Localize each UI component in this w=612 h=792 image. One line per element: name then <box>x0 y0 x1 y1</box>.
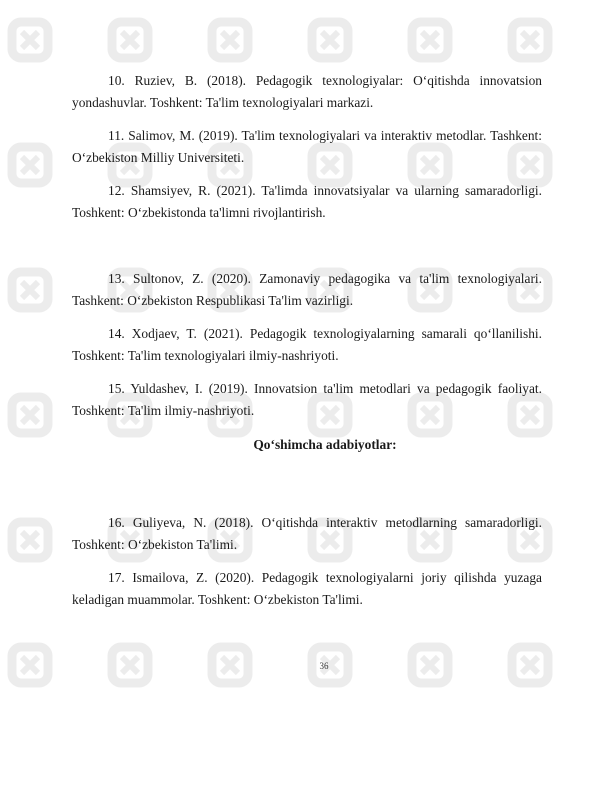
watermark-x-mark <box>122 32 138 48</box>
watermark-tile <box>12 522 48 558</box>
watermark-x-mark <box>22 407 38 423</box>
watermark-x-mark <box>22 532 38 548</box>
watermark-x-mark <box>22 157 38 173</box>
watermark-x-mark <box>22 32 38 48</box>
watermark-tile <box>312 22 348 58</box>
reference-list <box>72 70 542 611</box>
watermark-tile <box>212 22 248 58</box>
additional-literature-heading: Qo‘shimcha adabiyotlar: <box>253 437 397 452</box>
watermark-x-mark <box>522 32 538 48</box>
reference-item-11: 11. Salimov, M. (2019). Ta'lim texnologiyalari va interaktiv metodlar. Tashkent: O‘zbekiston Milliy Universiteti. <box>72 128 542 165</box>
watermark-tile <box>12 397 48 433</box>
reference-item-17: 17. Ismailova, Z. (2020). Pedagogik texnologiyalarni joriy qilishda yuzaga keladigan muammolar. Toshkent: O‘zbekiston Ta'limi. <box>72 570 542 607</box>
watermark-x-mark <box>222 32 238 48</box>
watermark-tile <box>412 22 448 58</box>
watermark-tile <box>12 147 48 183</box>
reference-item-10: 10. Ruziev, B. (2018). Pedagogik texnologiyalar: O‘qitishda innovatsion yondashuvlar. Toshkent: Ta'lim texnologiyalari markazi. <box>72 73 542 110</box>
reference-item-16: 16. Guliyeva, N. (2018). O‘qitishda interaktiv metodlarning samaradorligi. Toshkent: O‘zbekiston Ta'limi. <box>72 515 542 552</box>
watermark-tile <box>112 22 148 58</box>
watermark-tile <box>512 22 548 58</box>
watermark-x-mark <box>322 32 338 48</box>
reference-item-12: 12. Shamsiyev, R. (2021). Ta'limda innovatsiyalar va ularning samaradorligi. Toshkent: O‘zbekistonda ta'limni rivojlantirish. <box>72 183 542 220</box>
watermark-tile <box>12 272 48 308</box>
page-number: 36 <box>319 661 329 671</box>
reference-item-13: 13. Sultonov, Z. (2020). Zamonaviy pedagogika va ta'lim texnologiyalari. Tashkent: O‘zbekiston Respublikasi Ta'lim vazirligi. <box>72 271 542 308</box>
watermark-x-mark <box>422 32 438 48</box>
watermark-tile <box>12 22 48 58</box>
reference-item-15: 15. Yuldashev, I. (2019). Innovatsion ta'lim metodlari va pedagogik faoliyat. Toshkent: Ta'lim ilmiy-nashriyoti. <box>72 381 542 418</box>
watermark-x-mark <box>22 282 38 298</box>
reference-item-14: 14. Xodjaev, T. (2021). Pedagogik texnologiyalarning samarali qo‘llanilishi. Toshkent: Ta'lim texnologiyalari ilmiy-nashriyoti. <box>72 326 542 363</box>
